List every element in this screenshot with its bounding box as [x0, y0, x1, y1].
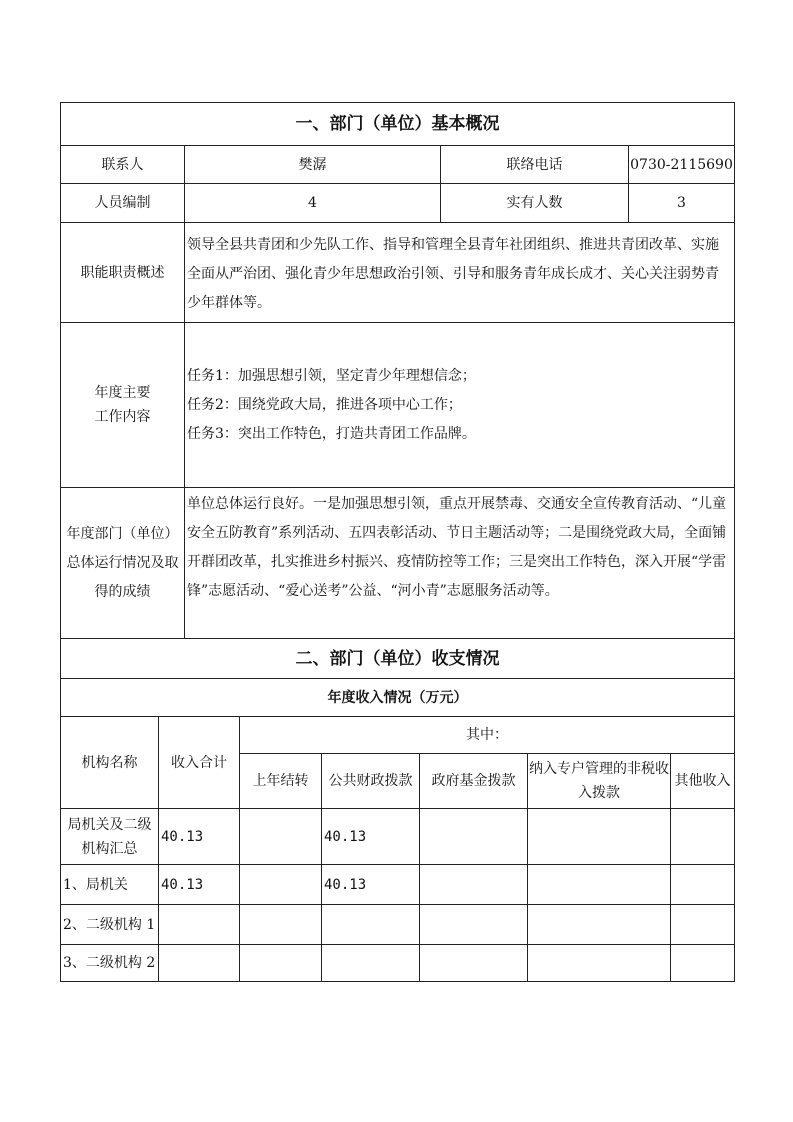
cell	[322, 905, 420, 945]
actual-value: 3	[629, 184, 735, 223]
contact-value: 樊潺	[185, 146, 441, 184]
cell	[322, 945, 420, 982]
cell	[240, 809, 322, 865]
row-name: 局机关及二级机构汇总	[61, 809, 159, 865]
cell	[240, 945, 322, 982]
cell: 40.13	[159, 865, 240, 905]
cell	[671, 945, 735, 982]
header-of-which: 其中：	[240, 717, 735, 754]
section2-title: 二、部门（单位）收支情况	[61, 639, 735, 679]
task-item: 任务3：突出工作特色，打造共青团工作品牌。	[187, 425, 476, 442]
cell: 40.13	[159, 809, 240, 865]
cell	[240, 905, 322, 945]
cell	[671, 905, 735, 945]
cell	[420, 809, 528, 865]
header-col: 公共财政拨款	[322, 754, 420, 809]
tasks-label	[61, 323, 185, 488]
row-name: 2、二级机构 1	[61, 905, 159, 945]
summary-label: 年度部门（单位）总体运行情况及取得的成绩	[61, 488, 185, 639]
phone-label: 联络电话	[441, 146, 629, 184]
row-name: 3、二级机构 2	[61, 945, 159, 982]
section1-title: 一、部门（单位）基本概况	[61, 103, 735, 146]
tasks-label-line: 工作内容	[94, 409, 151, 425]
phone-value: 0730-2115690	[629, 146, 735, 184]
duties-text: 领导全县共青团和少先队工作、指导和管理全县青年社团组织、推进共青团改革、实施全面从严治团、强化青少年思想政治引领、引导和服务青年成长成才、关心关注弱势青少年群体等。	[185, 223, 735, 323]
actual-label: 实有人数	[441, 184, 629, 223]
staff-value: 4	[185, 184, 441, 223]
table-row	[61, 865, 735, 905]
summary-text: 单位总体运行良好。一是加强思想引领，重点开展禁毒、交通安全宣传教育活动、“儿童安全五防教育”系列活动、五四表彰活动、节日主题活动等；二是围绕党政大局，全面铺开群团改革，扎实推进乡村振兴、疫情防控等工作；三是突出工作特色，深入开展“学雷锋”志愿活动、“爱心送考”公益、“河小青”志愿服务活动等。	[185, 488, 735, 639]
header-col: 政府基金拨款	[420, 754, 528, 809]
income-title: 年度收入情况（万元）	[61, 679, 735, 717]
basic-info-table	[60, 102, 735, 679]
header-col: 上年结转	[240, 754, 322, 809]
task-item: 任务1：加强思想引领，坚定青少年理想信念；	[187, 367, 476, 384]
staff-label: 人员编制	[61, 184, 185, 223]
cell	[528, 809, 671, 865]
table-row	[61, 905, 735, 945]
tasks-label-line: 年度主要	[94, 385, 151, 401]
task-item: 任务2：围绕党政大局，推进各项中心工作；	[187, 396, 462, 413]
cell: 40.13	[322, 809, 420, 865]
cell	[528, 905, 671, 945]
header-org: 机构名称	[61, 717, 159, 809]
table-row	[61, 809, 735, 865]
duties-label: 职能职责概述	[61, 223, 185, 323]
cell	[420, 865, 528, 905]
header-col: 纳入专户管理的非税收入拨款	[528, 754, 671, 809]
cell	[159, 945, 240, 982]
cell	[528, 945, 671, 982]
cell	[671, 865, 735, 905]
header-col: 其他收入	[671, 754, 735, 809]
cell	[671, 809, 735, 865]
cell: 40.13	[322, 865, 420, 905]
cell	[420, 945, 528, 982]
income-table	[60, 678, 735, 982]
cell	[528, 865, 671, 905]
cell	[240, 865, 322, 905]
cell	[159, 905, 240, 945]
table-row	[61, 945, 735, 982]
row-name: 1、局机关	[61, 865, 159, 905]
contact-label: 联系人	[61, 146, 185, 184]
tasks-list	[185, 323, 735, 488]
header-total: 收入合计	[159, 717, 240, 809]
cell	[420, 905, 528, 945]
